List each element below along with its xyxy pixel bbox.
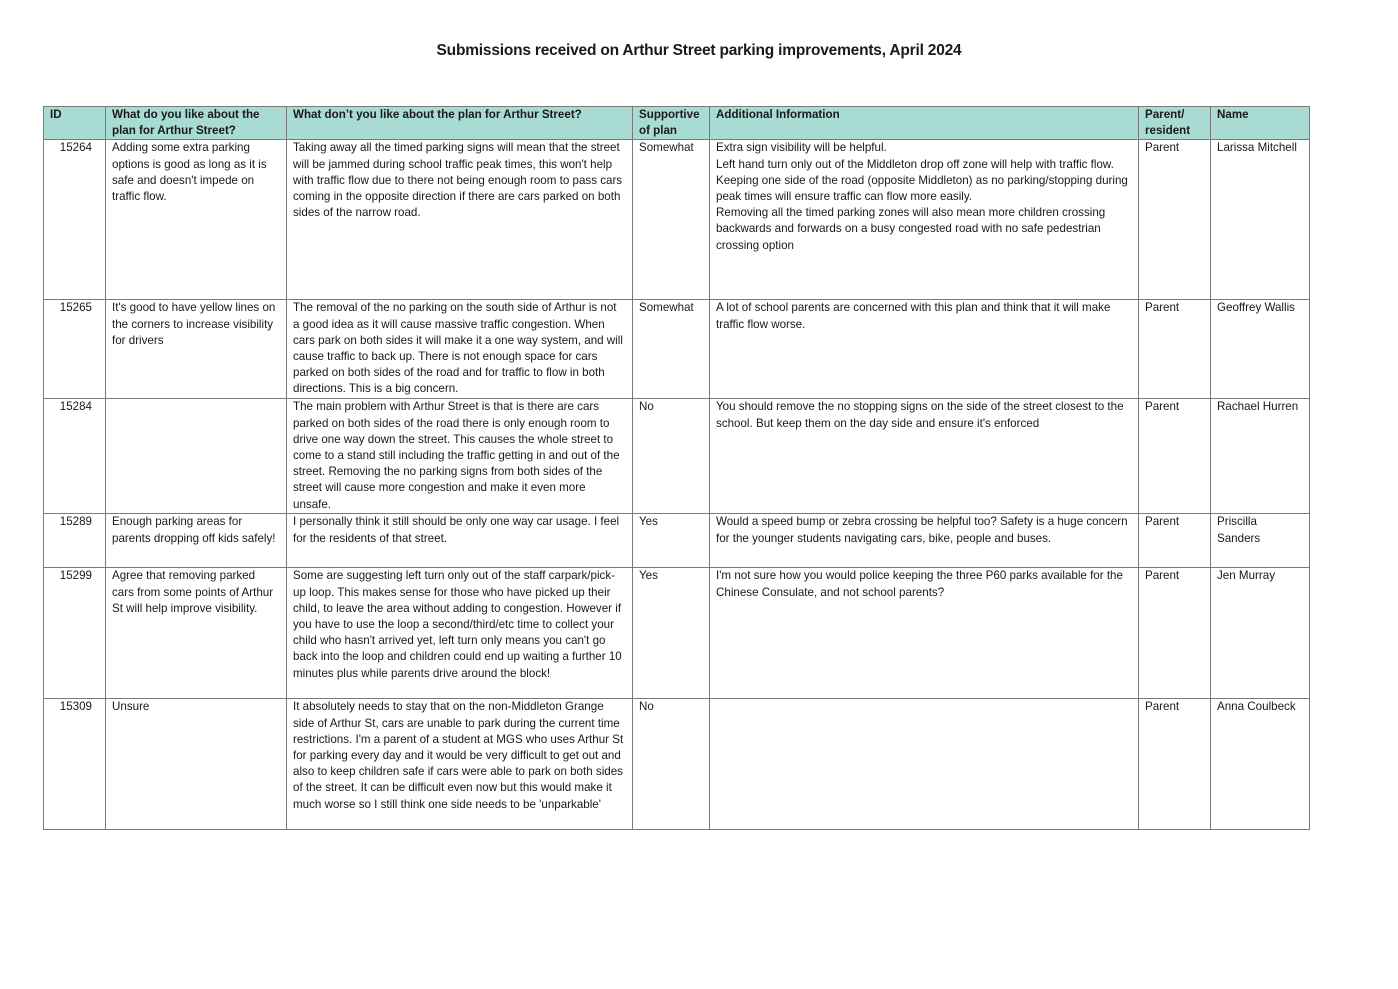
header-row — [44, 107, 1310, 140]
table-row — [44, 699, 1310, 830]
header-name: Name — [1211, 107, 1310, 140]
cell-supportive: Somewhat — [633, 300, 710, 399]
cell-relation: Parent — [1139, 514, 1211, 568]
cell-relation: Parent — [1139, 568, 1211, 699]
header-additional: Additional Information — [710, 107, 1139, 140]
cell-id: 15299 — [44, 568, 106, 699]
table-row — [44, 568, 1310, 699]
header-id: ID — [44, 107, 106, 140]
submissions-table — [43, 106, 1310, 830]
cell-additional: A lot of school parents are concerned with this plan and think that it will make traffic flow worse. — [710, 300, 1139, 399]
cell-supportive: No — [633, 399, 710, 514]
header-relation: Parent/ resident — [1139, 107, 1211, 140]
cell-dislike: The main problem with Arthur Street is that is there are cars parked on both sides of the road there is only enough room to drive one way down the street. This causes the whole street to come to a stand still including the traffic getting in and out of the street. Removing the no parking signs from both sides of the street will cause more congestion and make it even more unsafe. — [287, 399, 633, 514]
cell-like: Adding some extra parking options is good as long as it is safe and doesn't impede on traffic flow. — [106, 140, 287, 300]
cell-like: It's good to have yellow lines on the corners to increase visibility for drivers — [106, 300, 287, 399]
cell-supportive: Yes — [633, 514, 710, 568]
cell-additional: I'm not sure how you would police keeping the three P60 parks available for the Chinese Consulate, and not school parents? — [710, 568, 1139, 699]
cell-name: Geoffrey Wallis — [1211, 300, 1310, 399]
cell-id: 15264 — [44, 140, 106, 300]
cell-supportive: Somewhat — [633, 140, 710, 300]
cell-dislike: Some are suggesting left turn only out of the staff carpark/pick-up loop. This makes sense for those who have picked up their child, to leave the area without adding to congestion. However if you have to use the loop a second/third/etc time to collect your child who hasn't arrived yet, left turn only means you can't go back into the loop and children could end up waiting a further 10 minutes plus while parents drive around the block! — [287, 568, 633, 699]
cell-dislike: The removal of the no parking on the south side of Arthur is not a good idea as it will cause massive traffic congestion. When cars park on both sides it will make it a one way system, and will cause traffic to back up. There is not enough space for cars parked on both sides of the road and for traffic to flow in both directions. This is a big concern. — [287, 300, 633, 399]
cell-dislike: Taking away all the timed parking signs will mean that the street will be jammed during school traffic peak times, this won't help with traffic flow due to there not being enough room to pass cars coming in the opposite direction if there are cars parked on both sides of the narrow road. — [287, 140, 633, 300]
cell-id: 15284 — [44, 399, 106, 514]
cell-dislike: It absolutely needs to stay that on the non-Middleton Grange side of Arthur St, cars are unable to park during the current time restrictions. I'm a parent of a student at MGS who uses Arthur St for parking every day and it would be very difficult to get out and also to keep children safe if cars were able to park on both sides of the street. It can be difficult even now but this would make it much worse so I still think one side needs to be 'unparkable' — [287, 699, 633, 830]
table-row — [44, 514, 1310, 568]
cell-like — [106, 399, 287, 514]
cell-name: Anna Coulbeck — [1211, 699, 1310, 830]
cell-relation: Parent — [1139, 300, 1211, 399]
cell-supportive: Yes — [633, 568, 710, 699]
table-row — [44, 300, 1310, 399]
page-title: Submissions received on Arthur Street parking improvements, April 2024 — [436, 42, 962, 59]
cell-like: Unsure — [106, 699, 287, 830]
cell-like: Agree that removing parked cars from some points of Arthur St will help improve visibility. — [106, 568, 287, 699]
cell-name: Jen Murray — [1211, 568, 1310, 699]
cell-additional: Would a speed bump or zebra crossing be helpful too? Safety is a huge concern for the younger students navigating cars, bike, people and buses. — [710, 514, 1139, 568]
cell-like: Enough parking areas for parents dropping off kids safely! — [106, 514, 287, 568]
cell-id: 15309 — [44, 699, 106, 830]
cell-id: 15289 — [44, 514, 106, 568]
cell-dislike: I personally think it still should be only one way car usage. I feel for the residents of that street. — [287, 514, 633, 568]
cell-relation: Parent — [1139, 399, 1211, 514]
cell-additional — [710, 699, 1139, 830]
table-row — [44, 399, 1310, 514]
header-dislike: What don’t you like about the plan for Arthur Street? — [287, 107, 633, 140]
cell-id: 15265 — [44, 300, 106, 399]
header-like: What do you like about the plan for Arthur Street? — [106, 107, 287, 140]
cell-relation: Parent — [1139, 140, 1211, 300]
cell-name: Larissa Mitchell — [1211, 140, 1310, 300]
cell-relation: Parent — [1139, 699, 1211, 830]
cell-supportive: No — [633, 699, 710, 830]
cell-name: Rachael Hurren — [1211, 399, 1310, 514]
cell-additional: Extra sign visibility will be helpful. Left hand turn only out of the Middleton drop off zone will help with traffic flow. Keeping one side of the road (opposite Middleton) as no parking/stopping during peak times will ensure traffic can flow more easily. Removing all the timed parking zones will also mean more children crossing backwards and forwards on a busy congested road with no safe pedestrian crossing option — [710, 140, 1139, 300]
table-row — [44, 140, 1310, 300]
cell-additional: You should remove the no stopping signs on the side of the street closest to the school. But keep them on the day side and ensure it's enforced — [710, 399, 1139, 514]
header-supportive: Supportive of plan — [633, 107, 710, 140]
cell-name: Priscilla Sanders — [1211, 514, 1310, 568]
